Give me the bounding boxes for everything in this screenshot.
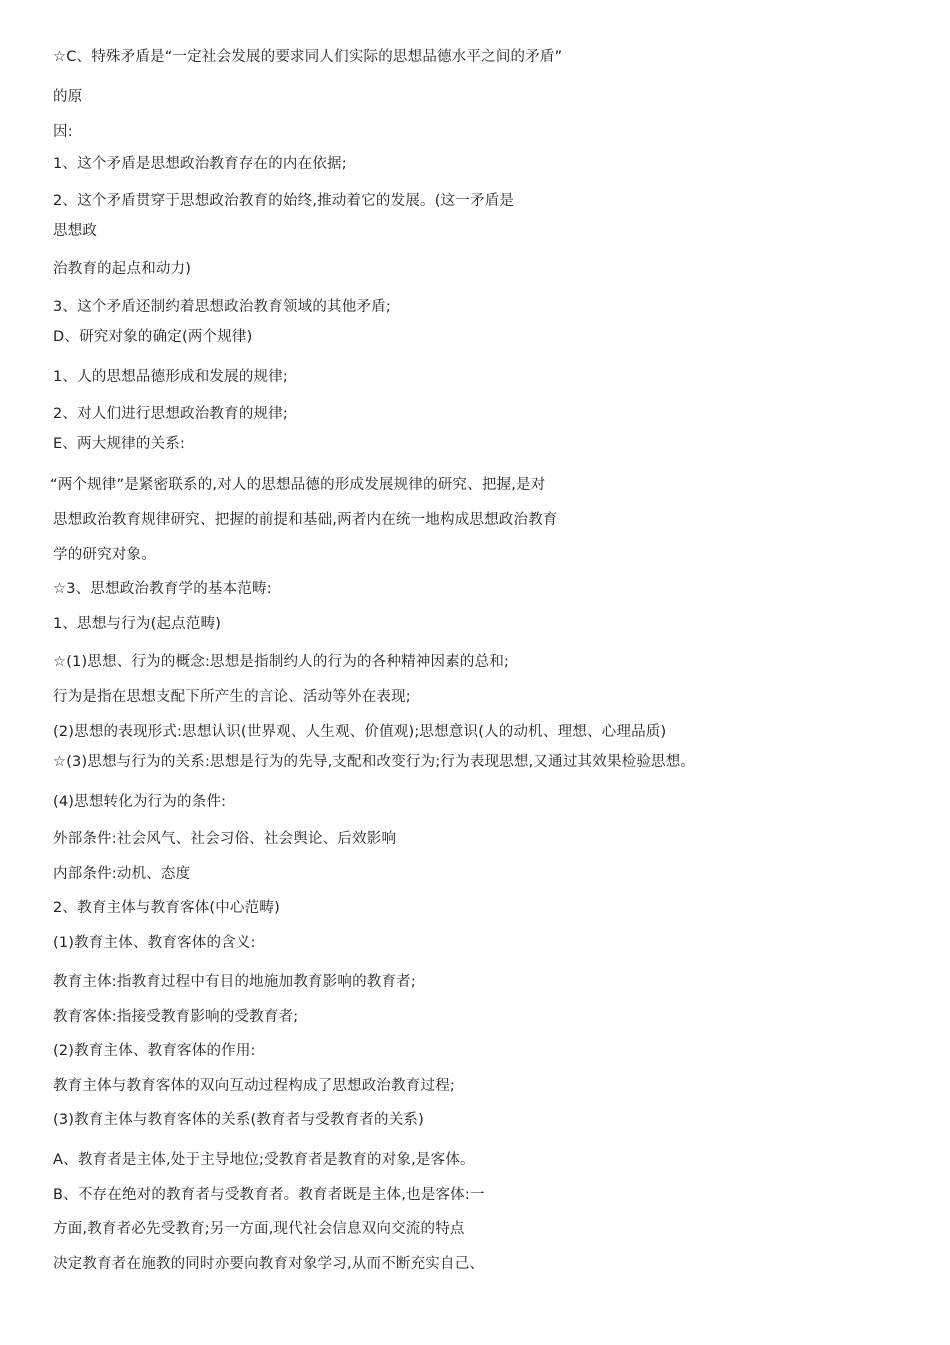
text-line: 1、人的思想品德形成和发展的规律;	[53, 369, 289, 385]
text-line: 的原	[53, 89, 83, 105]
text-line: 决定教育者在施教的同时亦要向教育对象学习,从而不断充实自己、	[53, 1256, 485, 1272]
text-line: 学的研究对象。	[53, 547, 156, 563]
text-line: (2)思想的表现形式:思想认识(世界观、人生观、价值观);思想意识(人的动机、理想、心理品质)	[53, 724, 667, 740]
text-line: ☆(3)思想与行为的关系:思想是行为的先导,支配和改变行为;行为表现思想,又通过其效果检验思想。	[53, 754, 696, 770]
text-line: 方面,教育者必先受教育;另一方面,现代社会信息双向交流的特点	[53, 1221, 465, 1237]
text-line: (2)教育主体、教育客体的作用:	[53, 1043, 256, 1059]
text-line: ☆3、思想政治教育学的基本范畴:	[53, 581, 272, 597]
text-line: 教育主体与教育客体的双向互动过程构成了思想政治教育过程;	[53, 1078, 455, 1094]
text-line: 因:	[53, 124, 73, 140]
text-line: 外部条件:社会风气、社会习俗、社会舆论、后效影响	[53, 831, 397, 847]
text-line: ☆(1)思想、行为的概念:思想是指制约人的行为的各种精神因素的总和;	[53, 654, 510, 670]
text-line: 治教育的起点和动力)	[53, 261, 192, 277]
text-line: 思想政	[53, 223, 98, 239]
text-line: 2、对人们进行思想政治教育的规律;	[53, 406, 289, 422]
text-line: B、不存在绝对的教育者与受教育者。教育者既是主体,也是客体:一	[53, 1187, 485, 1203]
text-line: “两个规律”是紧密联系的,对人的思想品德的形成发展规律的研究、把握,是对	[50, 477, 546, 493]
text-line: 教育主体:指教育过程中有目的地施加教育影响的教育者;	[53, 974, 416, 990]
text-line: (1)教育主体、教育客体的含义:	[53, 935, 256, 951]
text-line: 1、思想与行为(起点范畴)	[53, 616, 222, 632]
text-line: E、两大规律的关系:	[53, 436, 186, 452]
text-line: 教育客体:指接受教育影响的受教育者;	[53, 1009, 299, 1025]
text-line: 思想政治教育规律研究、把握的前提和基础,两者内在统一地构成思想政治教育	[53, 512, 558, 528]
text-line: 行为是指在思想支配下所产生的言论、活动等外在表现;	[53, 689, 411, 705]
text-line: ☆C、特殊矛盾是“一定社会发展的要求同人们实际的思想品德水平之间的矛盾”	[53, 49, 563, 65]
text-line: 内部条件:动机、态度	[53, 866, 191, 882]
text-line: (4)思想转化为行为的条件:	[53, 794, 227, 810]
text-line: 1、这个矛盾是思想政治教育存在的内在依据;	[53, 156, 347, 172]
text-line: 2、教育主体与教育客体(中心范畴)	[53, 900, 280, 916]
text-line: A、教育者是主体,处于主导地位;受教育者是教育的对象,是客体。	[53, 1152, 475, 1168]
text-line: 3、这个矛盾还制约着思想政治教育领域的其他矛盾;	[53, 299, 391, 315]
text-line: D、研究对象的确定(两个规律)	[53, 329, 253, 345]
text-line: 2、这个矛盾贯穿于思想政治教育的始终,推动着它的发展。(这一矛盾是	[53, 193, 515, 209]
text-line: (3)教育主体与教育客体的关系(教育者与受教育者的关系)	[53, 1112, 424, 1128]
